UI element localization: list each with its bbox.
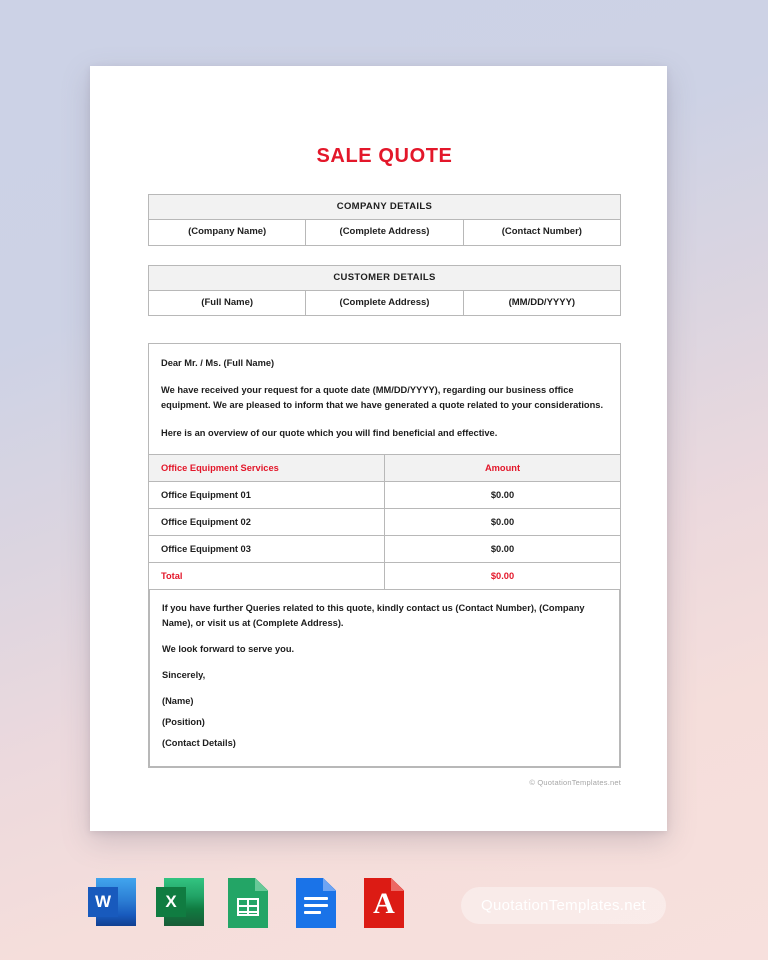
letter-closing — [149, 590, 620, 767]
item-amount-0: $0.00 — [385, 481, 621, 508]
table-row — [149, 195, 621, 220]
signature-position: (Position) — [162, 717, 205, 728]
item-amount-2: $0.00 — [385, 535, 621, 562]
company-contact-cell: (Contact Number) — [463, 220, 620, 245]
docs-icon-lines — [304, 897, 328, 918]
table-row — [149, 265, 621, 290]
customer-date-cell: (MM/DD/YYYY) — [463, 291, 620, 316]
company-details-band: COMPANY DETAILS — [149, 195, 621, 220]
word-icon-letter: W — [88, 887, 118, 917]
item-service-2: Office Equipment 03 — [149, 535, 385, 562]
signature-contact: (Contact Details) — [162, 738, 236, 749]
letter-intro — [149, 344, 620, 453]
google-sheets-icon[interactable] — [224, 878, 272, 930]
google-docs-icon[interactable] — [292, 878, 340, 930]
document-credit: © QuotationTemplates.net — [529, 778, 621, 788]
table-row — [149, 291, 621, 316]
table-row — [149, 481, 620, 508]
document-content — [148, 66, 621, 831]
item-service-1: Office Equipment 02 — [149, 508, 385, 535]
column-header-service: Office Equipment Services — [149, 454, 385, 481]
excel-icon[interactable] — [156, 878, 204, 930]
table-row — [149, 535, 620, 562]
closing-signoff: Sincerely, — [162, 670, 206, 681]
total-amount: $0.00 — [385, 562, 621, 589]
closing-paragraph-2: We look forward to serve you. — [162, 644, 295, 655]
company-name-cell: (Company Name) — [149, 220, 306, 245]
sheets-icon-gridline — [247, 900, 249, 914]
letter-salutation: Dear Mr. / Ms. (Full Name) — [161, 358, 275, 369]
pdf-icon[interactable] — [360, 878, 408, 930]
total-label: Total — [149, 562, 385, 589]
quote-items-table — [149, 454, 620, 590]
sheets-icon-fold — [255, 878, 268, 891]
column-header-amount: Amount — [385, 454, 621, 481]
item-amount-1: $0.00 — [385, 508, 621, 535]
closing-paragraph-1: If you have further Queries related to this quote, kindly contact us (Contact Number), (Company Name), or visit us at (Complete Address). — [162, 602, 585, 628]
document-page — [90, 66, 667, 831]
table-total-row — [149, 562, 620, 589]
brand-badge: QuotationTemplates.net — [461, 887, 666, 924]
table-row — [149, 508, 620, 535]
company-details-table — [148, 194, 621, 246]
company-address-cell: (Complete Address) — [306, 220, 463, 245]
signature-name: (Name) — [162, 696, 194, 707]
customer-details-table — [148, 265, 621, 317]
table-row — [149, 220, 621, 245]
letter-body-box — [148, 343, 621, 768]
sheets-icon-grid — [237, 898, 259, 916]
item-service-0: Office Equipment 01 — [149, 481, 385, 508]
customer-name-cell: (Full Name) — [149, 291, 306, 316]
excel-icon-letter: X — [156, 887, 186, 917]
customer-address-cell: (Complete Address) — [306, 291, 463, 316]
letter-paragraph-2: Here is an overview of our quote which you will find beneficial and effective. — [161, 427, 498, 438]
letter-paragraph-1: We have received your request for a quote date (MM/DD/YYYY), regarding our business office equipment. We are pleased to inform that we have generated a quote related to your considerations. — [161, 385, 604, 411]
page-title: SALE QUOTE — [316, 145, 453, 167]
table-header-row — [149, 454, 620, 481]
docs-icon-fold — [323, 878, 336, 891]
pdf-icon-letter: A — [373, 887, 395, 920]
word-icon[interactable] — [88, 878, 136, 930]
customer-details-band: CUSTOMER DETAILS — [149, 265, 621, 290]
format-icon-strip — [88, 878, 408, 930]
